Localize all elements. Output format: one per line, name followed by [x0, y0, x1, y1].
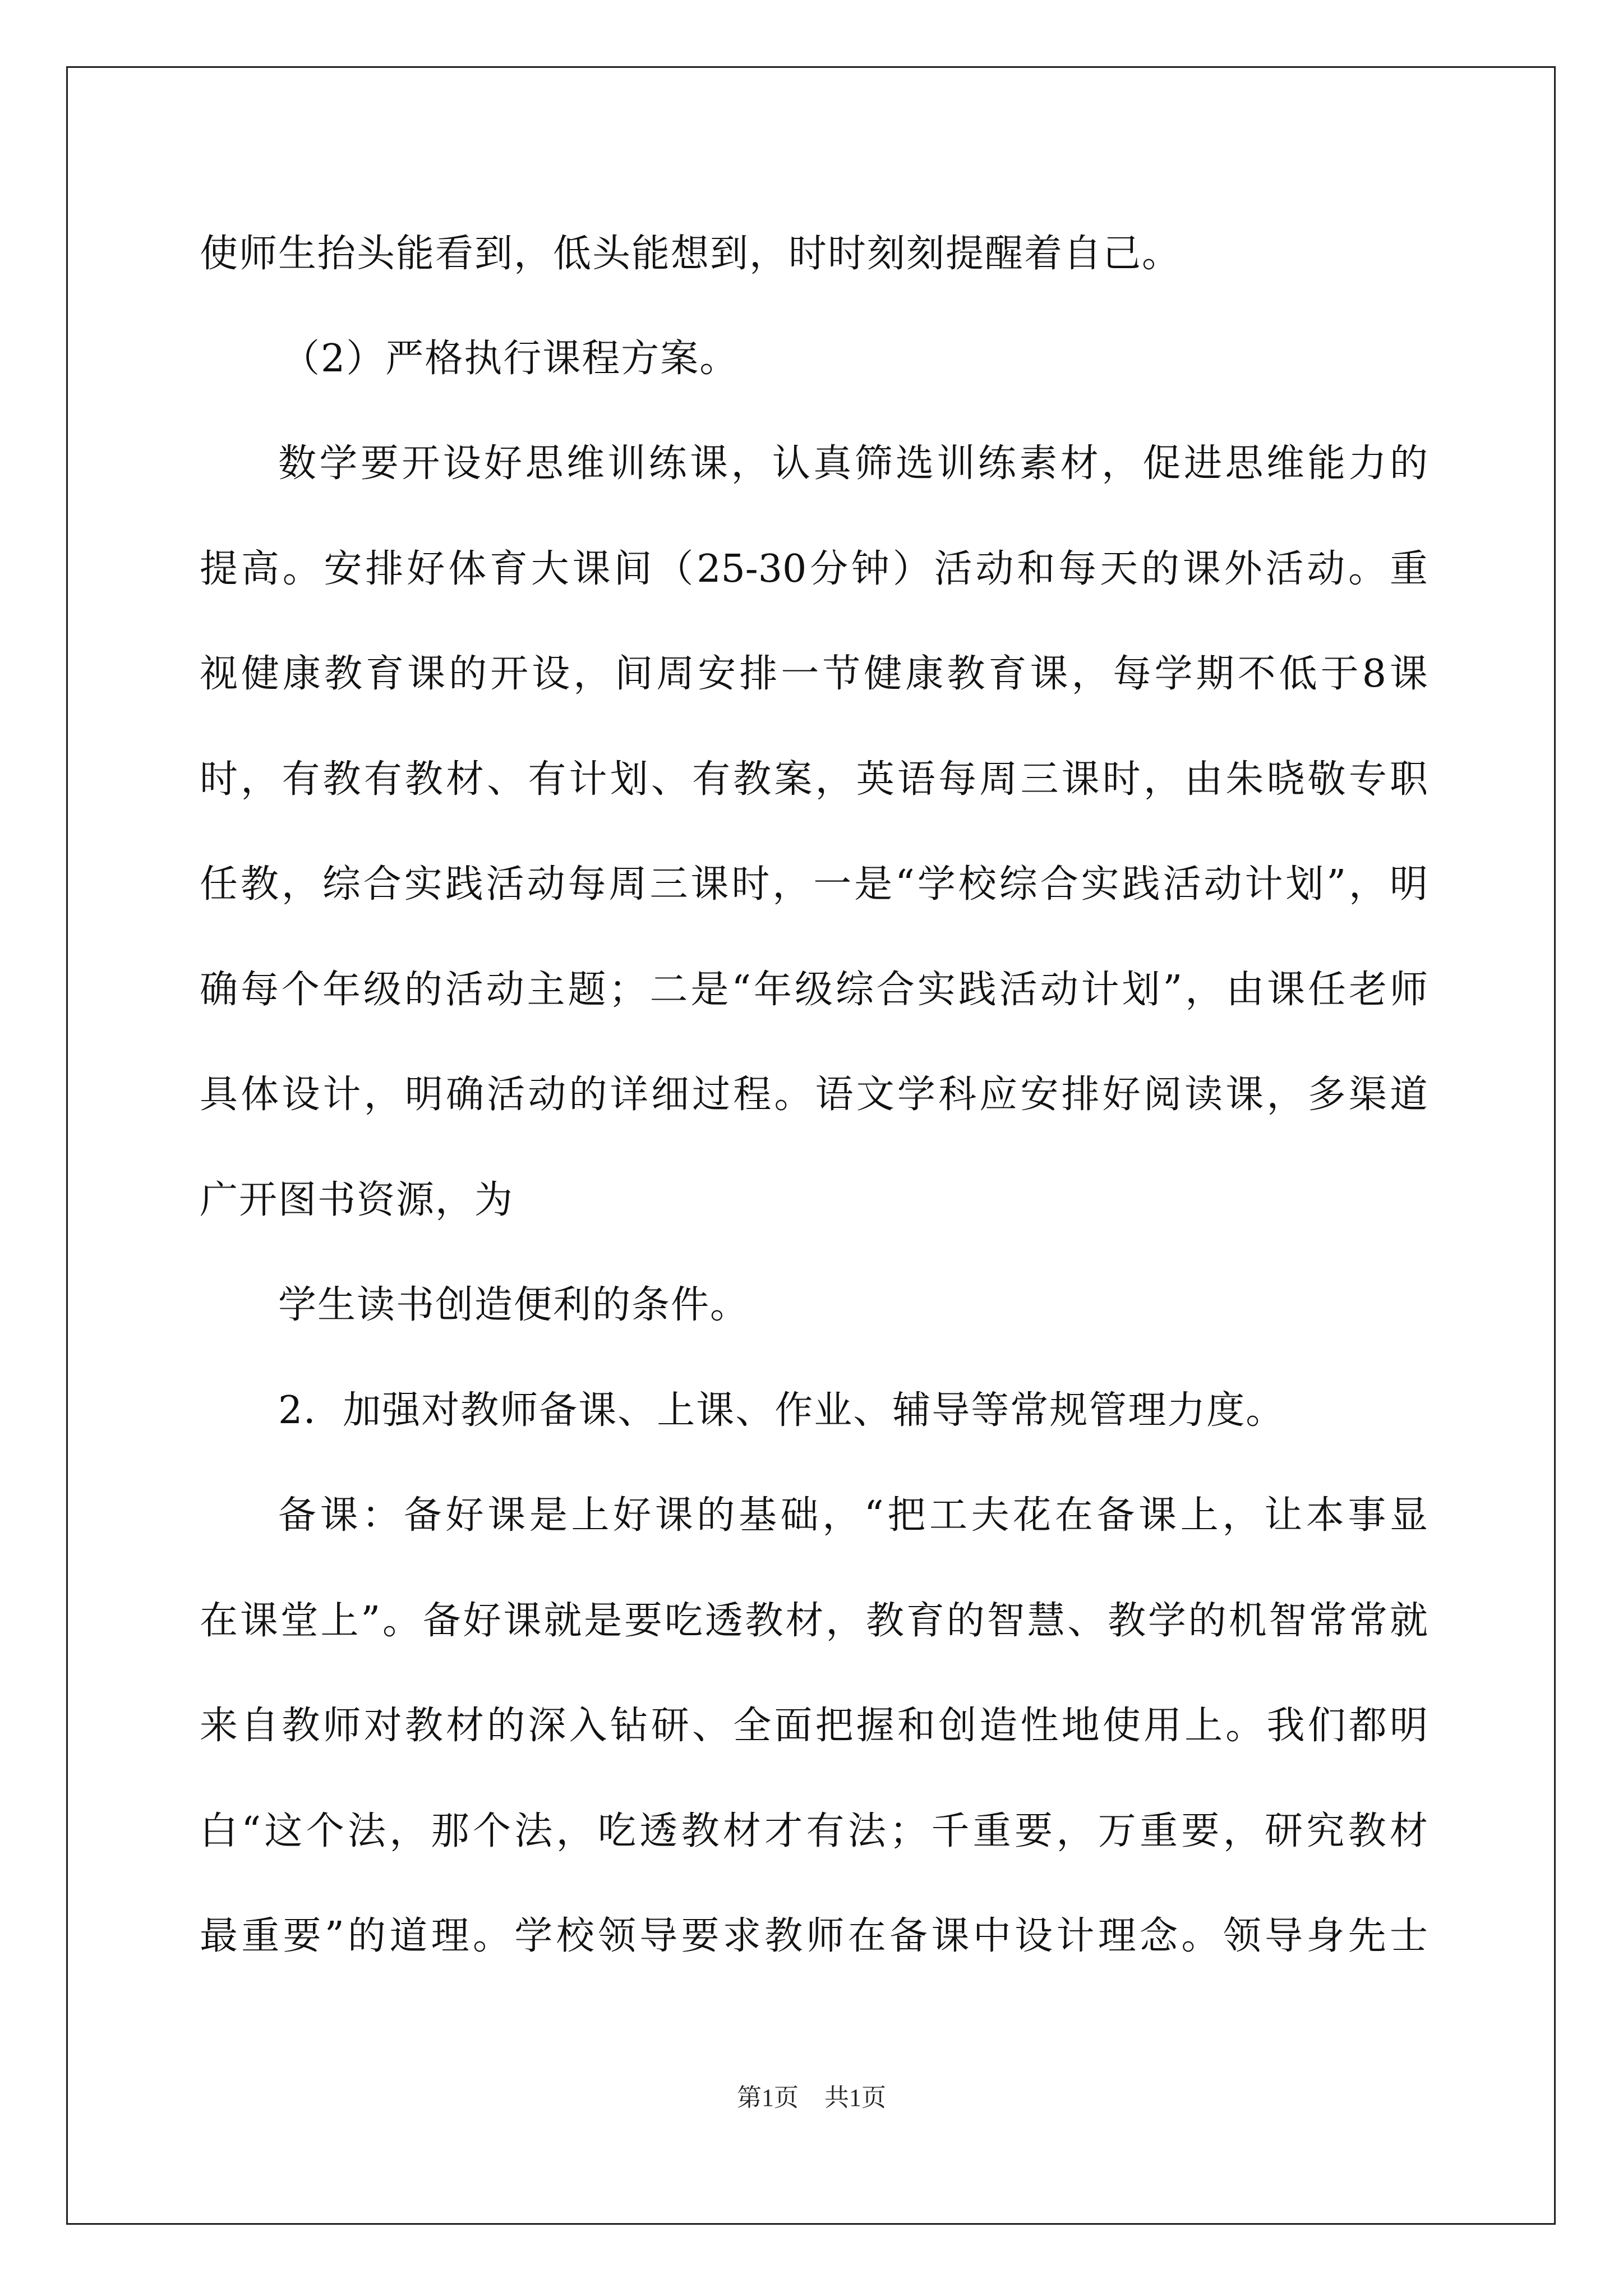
- text-line: 在课堂上”。备好课就是要吃透教材，教育的智慧、教学的机智常常就: [200, 1599, 1428, 1643]
- text-line: 时，有教有教材、有计划、有教案，英语每周三课时，由朱晓敬专职: [200, 757, 1428, 802]
- text-line: 提高。安排好体育大课间（25-30分钟）活动和每天的课外活动。重: [200, 547, 1428, 591]
- page-total: 共1页: [824, 2084, 886, 2111]
- text-line: 最重要”的道理。学校领导要求教师在备课中设计理念。领导身先士: [200, 1914, 1428, 1958]
- text-line: 具体设计，明确活动的详细过程。语文学科应安排好阅读课，多渠道: [200, 1073, 1428, 1117]
- text-line: 确每个年级的活动主题；二是“年级综合实践活动计划”，由课任老师: [200, 968, 1428, 1012]
- text-line: 备课：备好课是上好课的基础，“把工夫花在备课上，让本事显: [278, 1493, 1428, 1538]
- text-line: 学生读书创造便利的条件。: [278, 1283, 750, 1327]
- text-line: 广开图书资源，为: [200, 1178, 514, 1222]
- page-footer: [0, 2082, 1623, 2114]
- text-line: 数学要开设好思维训练课，认真筛选训练素材，促进思维能力的: [278, 441, 1428, 486]
- text-line: （2）严格执行课程方案。: [282, 337, 739, 381]
- text-line: 任教，综合实践活动每周三课时，一是“学校综合实践活动计划”，明: [200, 862, 1428, 907]
- text-line: 白“这个法，那个法，吃透教材才有法；千重要，万重要，研究教材: [200, 1809, 1428, 1853]
- text-line: 2．加强对教师备课、上课、作业、辅导等常规管理力度。: [278, 1388, 1285, 1433]
- page-number: 第1页: [737, 2084, 799, 2111]
- text-line: 来自教师对教材的深入钻研、全面把握和创造性地使用上。我们都明: [200, 1704, 1428, 1748]
- text-line: 使师生抬头能看到，低头能想到，时时刻刻提醒着自己。: [200, 232, 1182, 276]
- page-border: [66, 66, 1556, 2225]
- text-line: 视健康教育课的开设，间周安排一节健康教育课，每学期不低于8课: [200, 652, 1428, 696]
